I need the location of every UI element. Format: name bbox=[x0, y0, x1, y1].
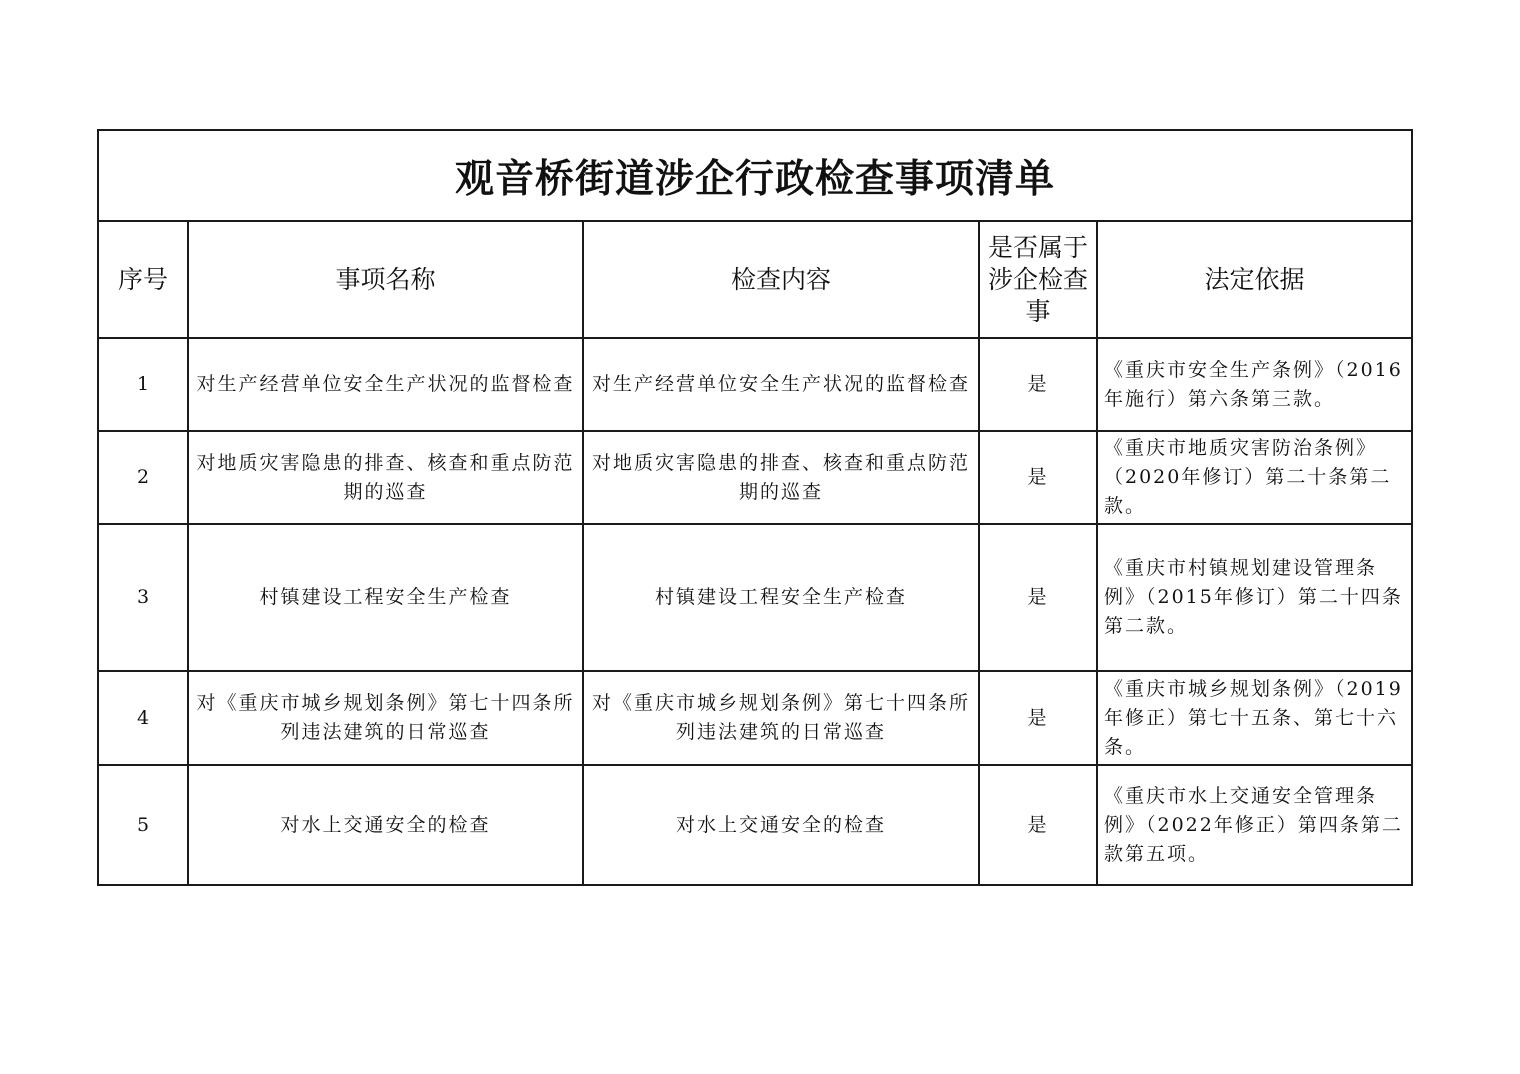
document-title: 观音桥街道涉企行政检查事项清单 bbox=[98, 130, 1412, 221]
row-is-enterprise: 是 bbox=[979, 524, 1097, 671]
row-seq: 4 bbox=[98, 671, 188, 765]
header-legal-basis: 法定依据 bbox=[1097, 221, 1412, 338]
table-row bbox=[98, 765, 1412, 885]
row-seq: 3 bbox=[98, 524, 188, 671]
inspection-list-sheet bbox=[97, 129, 1411, 886]
row-legal-basis: 《重庆市城乡规划条例》（2019年修正）第七十五条、第七十六条。 bbox=[1097, 671, 1412, 765]
row-inspection-content: 对地质灾害隐患的排查、核查和重点防范期的巡查 bbox=[583, 431, 979, 524]
table-row bbox=[98, 338, 1412, 431]
header-seq: 序号 bbox=[98, 221, 188, 338]
row-is-enterprise: 是 bbox=[979, 671, 1097, 765]
row-item-name: 对水上交通安全的检查 bbox=[188, 765, 583, 885]
row-seq: 1 bbox=[98, 338, 188, 431]
header-inspection-content: 检查内容 bbox=[583, 221, 979, 338]
table-row bbox=[98, 524, 1412, 671]
row-inspection-content: 对生产经营单位安全生产状况的监督检查 bbox=[583, 338, 979, 431]
row-legal-basis: 《重庆市村镇规划建设管理条例》（2015年修订）第二十四条第二款。 bbox=[1097, 524, 1412, 671]
header-item-name: 事项名称 bbox=[188, 221, 583, 338]
table-row bbox=[98, 431, 1412, 524]
row-item-name: 对地质灾害隐患的排查、核查和重点防范期的巡查 bbox=[188, 431, 583, 524]
row-inspection-content: 村镇建设工程安全生产检查 bbox=[583, 524, 979, 671]
row-is-enterprise: 是 bbox=[979, 765, 1097, 885]
row-item-name: 对生产经营单位安全生产状况的监督检查 bbox=[188, 338, 583, 431]
row-legal-basis: 《重庆市地质灾害防治条例》（2020年修订）第二十条第二款。 bbox=[1097, 431, 1412, 524]
inspection-list-table bbox=[97, 129, 1413, 886]
table-header-row bbox=[98, 221, 1412, 338]
row-is-enterprise: 是 bbox=[979, 338, 1097, 431]
row-legal-basis: 《重庆市安全生产条例》（2016年施行）第六条第三款。 bbox=[1097, 338, 1412, 431]
row-is-enterprise: 是 bbox=[979, 431, 1097, 524]
row-legal-basis: 《重庆市水上交通安全管理条例》（2022年修正）第四条第二款第五项。 bbox=[1097, 765, 1412, 885]
row-inspection-content: 对《重庆市城乡规划条例》第七十四条所列违法建筑的日常巡查 bbox=[583, 671, 979, 765]
row-item-name: 村镇建设工程安全生产检查 bbox=[188, 524, 583, 671]
row-inspection-content: 对水上交通安全的检查 bbox=[583, 765, 979, 885]
row-seq: 2 bbox=[98, 431, 188, 524]
header-is-enterprise-inspection: 是否属于涉企检查事 bbox=[979, 221, 1097, 338]
row-seq: 5 bbox=[98, 765, 188, 885]
table-row bbox=[98, 671, 1412, 765]
row-item-name: 对《重庆市城乡规划条例》第七十四条所列违法建筑的日常巡查 bbox=[188, 671, 583, 765]
